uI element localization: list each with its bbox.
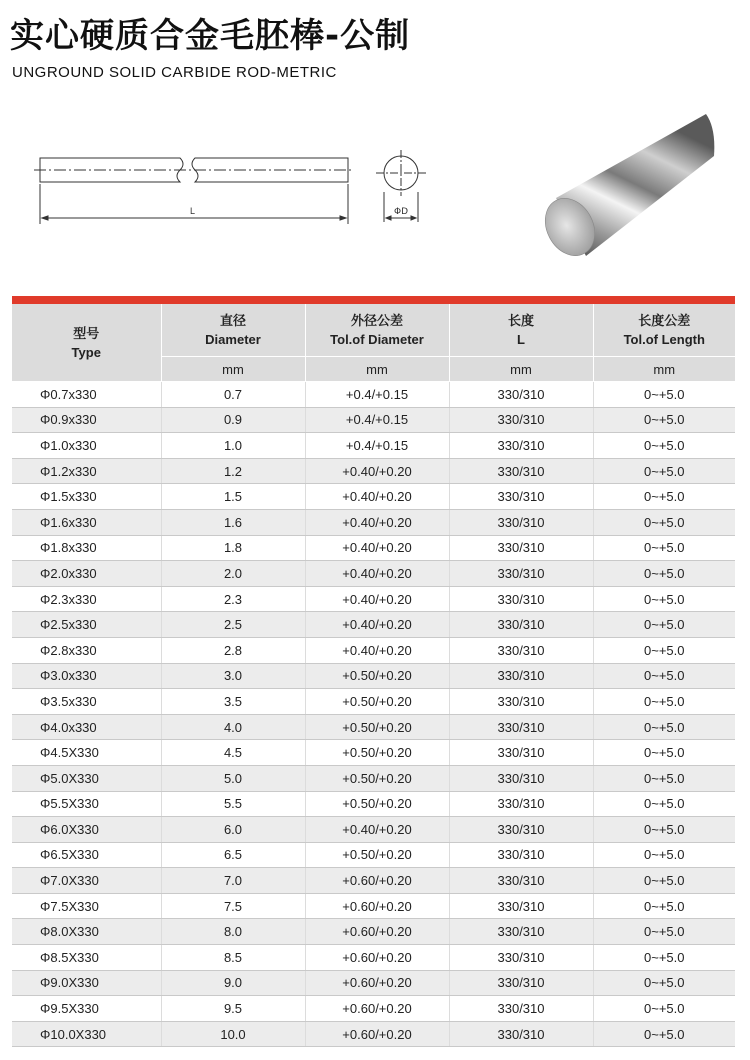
table-row: [12, 765, 735, 791]
tol-diameter-cell: +0.50/+0.20: [305, 740, 449, 766]
table-row: [12, 586, 735, 612]
tol-diameter-cell: +0.40/+0.20: [305, 637, 449, 663]
tol-diameter-cell: +0.50/+0.20: [305, 689, 449, 715]
length-cell: 330/310: [449, 689, 593, 715]
type-cell: Φ1.0x330: [12, 433, 161, 459]
length-cell: 330/310: [449, 433, 593, 459]
unit-diameter: mm: [161, 357, 305, 382]
table-row: [12, 791, 735, 817]
table-row: [12, 382, 735, 408]
tol-diameter-cell: +0.60/+0.20: [305, 868, 449, 894]
column-header-diameter-cn: 直径: [219, 313, 246, 328]
tol-diameter-cell: +0.50/+0.20: [305, 663, 449, 689]
tol-diameter-cell: +0.40/+0.20: [305, 509, 449, 535]
column-header-tol-length-en: Tol.of Length: [623, 332, 705, 347]
diameter-cell: 1.2: [161, 458, 305, 484]
length-cell: 330/310: [449, 945, 593, 971]
diameter-cell: 3.5: [161, 689, 305, 715]
type-cell: Φ2.5x330: [12, 612, 161, 638]
diameter-cell: 6.5: [161, 842, 305, 868]
specification-table: [12, 304, 735, 1047]
type-cell: Φ1.5x330: [12, 484, 161, 510]
length-label: L: [190, 206, 196, 216]
type-cell: Φ1.2x330: [12, 458, 161, 484]
tol-length-cell: 0~+5.0: [593, 791, 735, 817]
diameter-cell: 0.7: [161, 382, 305, 408]
type-cell: Φ7.0X330: [12, 868, 161, 894]
tol-diameter-cell: +0.40/+0.20: [305, 458, 449, 484]
type-cell: Φ6.0X330: [12, 817, 161, 843]
type-cell: Φ4.5X330: [12, 740, 161, 766]
tol-diameter-cell: +0.40/+0.20: [305, 561, 449, 587]
length-cell: 330/310: [449, 970, 593, 996]
table-row: [12, 612, 735, 638]
type-cell: Φ2.0x330: [12, 561, 161, 587]
specification-table-body: [12, 382, 735, 1047]
diameter-cell: 7.0: [161, 868, 305, 894]
diameter-cell: 1.8: [161, 535, 305, 561]
diameter-cell: 2.0: [161, 561, 305, 587]
length-cell: 330/310: [449, 740, 593, 766]
table-row: [12, 868, 735, 894]
column-header-tol-length: [593, 304, 735, 357]
tol-diameter-cell: +0.60/+0.20: [305, 1021, 449, 1047]
page-subtitle: UNGROUND SOLID CARBIDE ROD-METRIC: [12, 64, 337, 81]
type-cell: Φ0.9x330: [12, 407, 161, 433]
length-cell: 330/310: [449, 893, 593, 919]
tol-length-cell: 0~+5.0: [593, 535, 735, 561]
table-row: [12, 1021, 735, 1047]
length-cell: 330/310: [449, 509, 593, 535]
tol-length-cell: 0~+5.0: [593, 458, 735, 484]
length-cell: 330/310: [449, 586, 593, 612]
column-header-tol-length-cn: 长度公差: [638, 313, 691, 328]
table-row: [12, 919, 735, 945]
tol-diameter-cell: +0.40/+0.20: [305, 484, 449, 510]
tol-length-cell: 0~+5.0: [593, 970, 735, 996]
diameter-cell: 1.6: [161, 509, 305, 535]
tol-diameter-cell: +0.50/+0.20: [305, 791, 449, 817]
tol-length-cell: 0~+5.0: [593, 612, 735, 638]
table-row: [12, 740, 735, 766]
diameter-cell: 0.9: [161, 407, 305, 433]
diameter-cell: 4.0: [161, 714, 305, 740]
table-row: [12, 637, 735, 663]
length-cell: 330/310: [449, 868, 593, 894]
tol-length-cell: 0~+5.0: [593, 714, 735, 740]
tol-length-cell: 0~+5.0: [593, 382, 735, 408]
table-row: [12, 509, 735, 535]
tol-length-cell: 0~+5.0: [593, 433, 735, 459]
tol-length-cell: 0~+5.0: [593, 740, 735, 766]
length-cell: 330/310: [449, 765, 593, 791]
tol-length-cell: 0~+5.0: [593, 817, 735, 843]
tol-diameter-cell: +0.60/+0.20: [305, 970, 449, 996]
tol-length-cell: 0~+5.0: [593, 509, 735, 535]
table-row: [12, 714, 735, 740]
tol-diameter-cell: +0.40/+0.20: [305, 817, 449, 843]
length-cell: 330/310: [449, 561, 593, 587]
diameter-cell: 7.5: [161, 893, 305, 919]
column-header-type-cn: 型号: [73, 325, 100, 341]
type-cell: Φ4.0x330: [12, 714, 161, 740]
length-cell: 330/310: [449, 535, 593, 561]
tol-diameter-cell: +0.4/+0.15: [305, 433, 449, 459]
tol-length-cell: 0~+5.0: [593, 561, 735, 587]
tol-length-cell: 0~+5.0: [593, 586, 735, 612]
length-cell: 330/310: [449, 484, 593, 510]
diameter-cell: 2.5: [161, 612, 305, 638]
length-cell: 330/310: [449, 842, 593, 868]
diameter-cell: 5.0: [161, 765, 305, 791]
tol-length-cell: 0~+5.0: [593, 765, 735, 791]
tol-diameter-cell: +0.4/+0.15: [305, 382, 449, 408]
tol-length-cell: 0~+5.0: [593, 689, 735, 715]
length-cell: 330/310: [449, 817, 593, 843]
table-row: [12, 484, 735, 510]
length-cell: 330/310: [449, 663, 593, 689]
diameter-cell: 9.5: [161, 996, 305, 1022]
column-header-tol-diameter-en: Tol.of Diameter: [330, 332, 424, 347]
tol-length-cell: 0~+5.0: [593, 945, 735, 971]
page-title: 实心硬质合金毛胚棒-公制: [10, 16, 411, 56]
tol-diameter-cell: +0.40/+0.20: [305, 586, 449, 612]
column-header-diameter-en: Diameter: [205, 332, 261, 347]
tol-diameter-cell: +0.60/+0.20: [305, 919, 449, 945]
table-row: [12, 535, 735, 561]
table-row: [12, 433, 735, 459]
tol-length-cell: 0~+5.0: [593, 868, 735, 894]
column-header-type: [12, 304, 161, 382]
type-cell: Φ9.5X330: [12, 996, 161, 1022]
length-cell: 330/310: [449, 919, 593, 945]
type-cell: Φ5.0X330: [12, 765, 161, 791]
type-cell: Φ8.5X330: [12, 945, 161, 971]
column-header-tol-diameter: [305, 304, 449, 357]
tol-length-cell: 0~+5.0: [593, 484, 735, 510]
length-cell: 330/310: [449, 714, 593, 740]
tol-length-cell: 0~+5.0: [593, 407, 735, 433]
length-cell: 330/310: [449, 407, 593, 433]
type-cell: Φ3.5x330: [12, 689, 161, 715]
table-row: [12, 970, 735, 996]
type-cell: Φ3.0x330: [12, 663, 161, 689]
tol-length-cell: 0~+5.0: [593, 919, 735, 945]
unit-tol-length: mm: [593, 357, 735, 382]
diameter-cell: 6.0: [161, 817, 305, 843]
column-header-tol-diameter-cn: 外径公差: [350, 313, 403, 328]
table-row: [12, 458, 735, 484]
type-cell: Φ7.5X330: [12, 893, 161, 919]
diameter-cell: 8.0: [161, 919, 305, 945]
diameter-cell: 4.5: [161, 740, 305, 766]
diameter-cell: 10.0: [161, 1021, 305, 1047]
tol-length-cell: 0~+5.0: [593, 637, 735, 663]
length-cell: 330/310: [449, 637, 593, 663]
table-row: [12, 561, 735, 587]
tol-diameter-cell: +0.60/+0.20: [305, 945, 449, 971]
tol-diameter-cell: +0.50/+0.20: [305, 842, 449, 868]
tol-diameter-cell: +0.50/+0.20: [305, 714, 449, 740]
length-cell: 330/310: [449, 791, 593, 817]
tol-diameter-cell: +0.40/+0.20: [305, 612, 449, 638]
diameter-cell: 5.5: [161, 791, 305, 817]
tol-diameter-cell: +0.40/+0.20: [305, 535, 449, 561]
table-row: [12, 945, 735, 971]
type-cell: Φ5.5X330: [12, 791, 161, 817]
length-cell: 330/310: [449, 382, 593, 408]
table-row: [12, 996, 735, 1022]
column-header-length-cn: 长度: [507, 313, 534, 328]
type-cell: Φ6.5X330: [12, 842, 161, 868]
diameter-label: ΦD: [394, 207, 409, 217]
diameter-cell: 8.5: [161, 945, 305, 971]
diameter-cell: 3.0: [161, 663, 305, 689]
diameter-cell: 9.0: [161, 970, 305, 996]
diameter-cell: 2.8: [161, 637, 305, 663]
tol-diameter-cell: +0.60/+0.20: [305, 996, 449, 1022]
tol-length-cell: 0~+5.0: [593, 996, 735, 1022]
table-row: [12, 663, 735, 689]
tol-diameter-cell: +0.60/+0.20: [305, 893, 449, 919]
diameter-cell: 2.3: [161, 586, 305, 612]
column-header-diameter: [161, 304, 305, 357]
column-header-type-en: Type: [71, 344, 101, 360]
unit-length: mm: [449, 357, 593, 382]
table-row: [12, 817, 735, 843]
length-cell: 330/310: [449, 612, 593, 638]
type-cell: Φ2.8x330: [12, 637, 161, 663]
table-row: [12, 407, 735, 433]
tol-length-cell: 0~+5.0: [593, 842, 735, 868]
type-cell: Φ1.8x330: [12, 535, 161, 561]
unit-tol-diameter: mm: [305, 357, 449, 382]
table-row: [12, 893, 735, 919]
length-cell: 330/310: [449, 458, 593, 484]
table-row: [12, 842, 735, 868]
table-top-accent-bar: [12, 296, 735, 304]
rod-technical-drawing: [30, 138, 440, 230]
tol-length-cell: 0~+5.0: [593, 1021, 735, 1047]
type-cell: Φ0.7x330: [12, 382, 161, 408]
tol-length-cell: 0~+5.0: [593, 893, 735, 919]
diameter-cell: 1.5: [161, 484, 305, 510]
type-cell: Φ8.0X330: [12, 919, 161, 945]
type-cell: Φ2.3x330: [12, 586, 161, 612]
type-cell: Φ9.0X330: [12, 970, 161, 996]
column-header-length: [449, 304, 593, 357]
table-row: [12, 689, 735, 715]
type-cell: Φ1.6x330: [12, 509, 161, 535]
type-cell: Φ10.0X330: [12, 1021, 161, 1047]
tol-diameter-cell: +0.50/+0.20: [305, 765, 449, 791]
diameter-cell: 1.0: [161, 433, 305, 459]
tol-length-cell: 0~+5.0: [593, 663, 735, 689]
length-cell: 330/310: [449, 996, 593, 1022]
tol-diameter-cell: +0.4/+0.15: [305, 407, 449, 433]
carbide-rod-illustration: [538, 106, 718, 266]
column-header-length-en: L: [517, 332, 525, 347]
length-cell: 330/310: [449, 1021, 593, 1047]
